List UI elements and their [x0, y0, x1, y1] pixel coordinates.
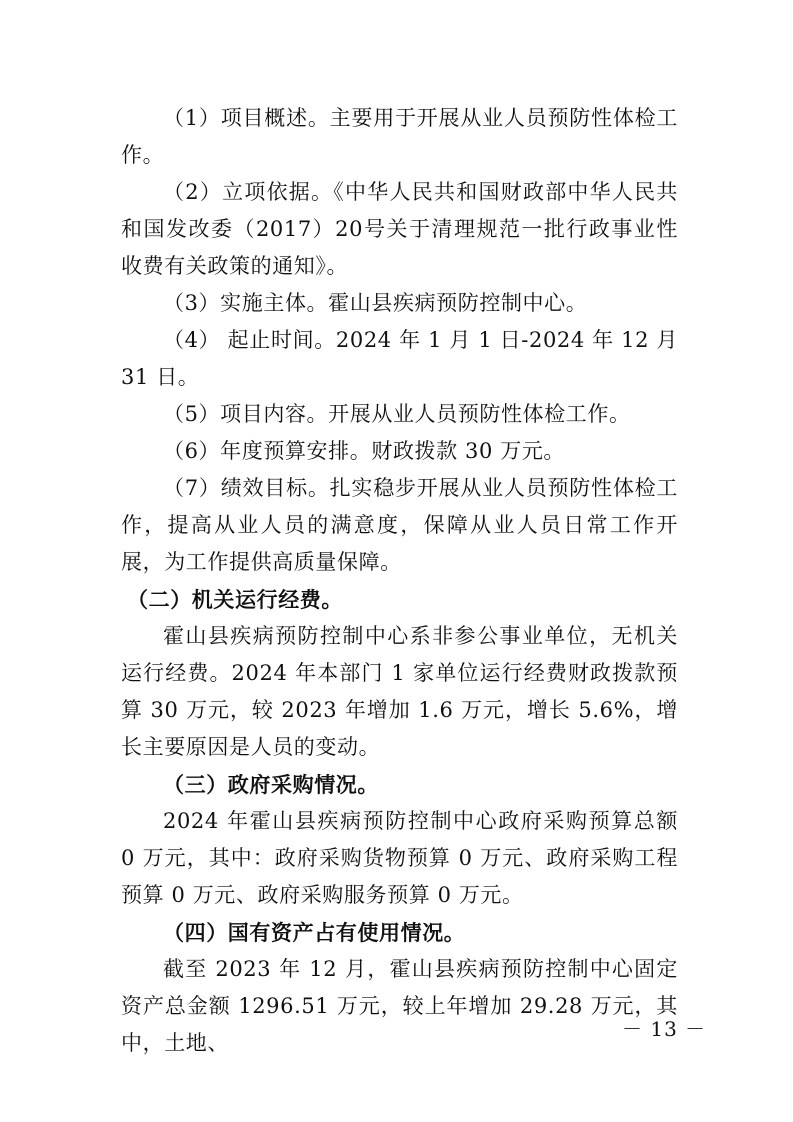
paragraph-assets: 截至 2023 年 12 月，霍山县疾病预防控制中心固定资产总金额 1296.51 万元，较上年增加 29.28 万元，其中，土地、: [121, 957, 678, 1055]
page-number: － 13 －: [622, 1017, 707, 1041]
item-6-budget: （6）年度预算安排。财政拨款 30 万元。: [163, 439, 566, 463]
item-1-overview: （1）项目概述。主要用于开展从业人员预防性体检工作。: [121, 106, 678, 167]
item-3-subject: （3）实施主体。霍山县疾病预防控制中心。: [163, 291, 588, 315]
paragraph-procurement: 2024 年霍山县疾病预防控制中心政府采购预算总额 0 万元，其中：政府采购货物预算 0 万元、政府采购工程预算 0 万元、政府采购服务预算 0 万元。: [121, 809, 678, 907]
body-text: [121, 100, 678, 1062]
item-2-basis: （2）立项依据。《中华人民共和国财政部中华人民共和国发改委（2017）20号关于清理规范一批行政事业性收费有关政策的通知》。: [121, 180, 678, 278]
item-7-goal: （7）绩效目标。扎实稳步开展从业人员预防性体检工作，提高从业人员的满意度，保障从业人员日常工作开展，为工作提供高质量保障。: [121, 476, 678, 574]
item-4-period: （4） 起止时间。2024 年 1 月 1 日-2024 年 12 月 31 日。: [121, 328, 678, 389]
paragraph-operating-expenses: 霍山县疾病预防控制中心系非参公事业单位，无机关运行经费。2024 年本部门 1 家单位运行经费财政拨款预算 30 万元，较 2023 年增加 1.6 万元，增长 5.6%，增长主要原因是人员的变动。: [121, 624, 678, 759]
section-heading-assets: （四）国有资产占有使用情况。: [163, 920, 466, 945]
item-5-content: （5）项目内容。开展从业人员预防性体检工作。: [163, 402, 631, 426]
section-heading-procurement: （三）政府采购情况。: [163, 772, 379, 797]
section-heading-operating-expenses: （二）机关运行经费。: [127, 587, 343, 612]
